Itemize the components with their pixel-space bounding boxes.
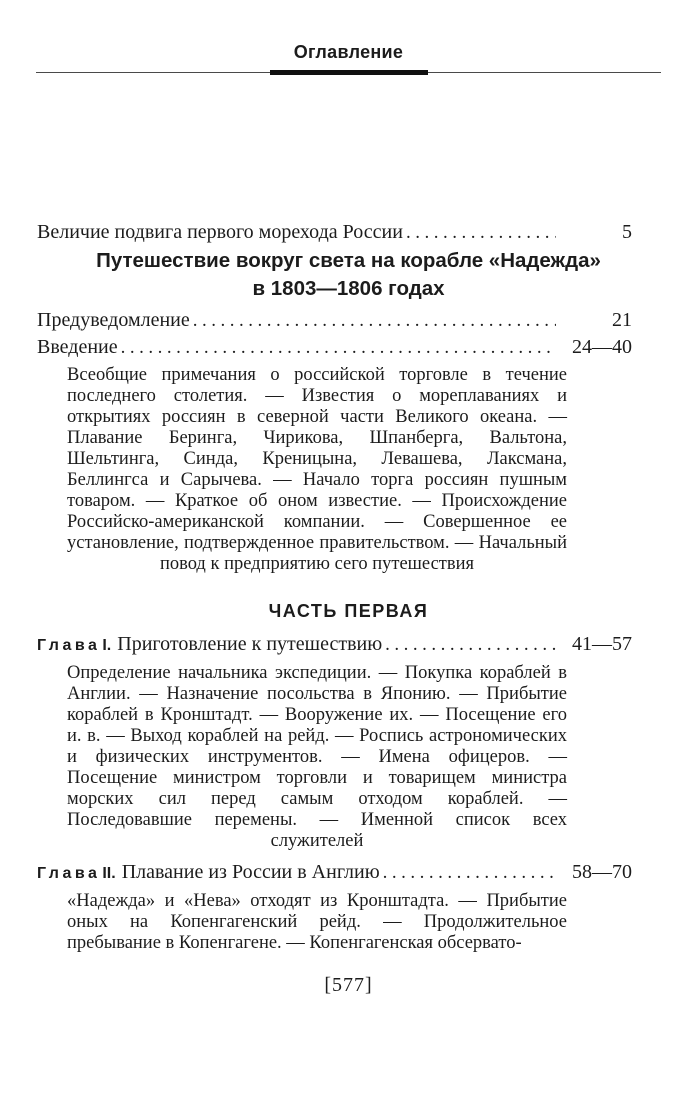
toc-entry xyxy=(37,334,660,361)
entry-pages: 41—57 xyxy=(572,633,632,655)
chapter-numeral: I. xyxy=(102,637,112,654)
chapter-annotation: «Надежда» и «Нева» отходят из Кронштадта. — Прибытие оных на Копенгагенский рейд. — Продолжительное пребывание в Копенгагене. — Копенгагенская обсервато- xyxy=(67,891,567,953)
chapter-label: Глава xyxy=(37,637,101,654)
page-header-title: Оглавление xyxy=(293,42,404,62)
dot-leader xyxy=(121,334,556,361)
section-annotation: Всеобщие примечания о российской торговле в течение последнего столетия. — Известия о мореплаваниях и открытиях россиян в северной части Великого океана. — Плавание Беринга, Чирикова, Шпанберга, Вальтона, Шельтинга, Синда, Креницына, Левашева, Лаксмана, Беллингса и Сарычева. — Начало торга россиян пушным товаром. — Краткое об оном известие. — Происхождение Российско-американской компании. — Совершенное ее установление, подтвержденное правительством. — Начальный повод к предприятию сего путешествия xyxy=(67,365,567,574)
toc-entry-chapter xyxy=(37,859,660,887)
dot-leader xyxy=(383,859,556,886)
book-title-line2: в 1803—1806 годах xyxy=(252,276,445,300)
toc-entry xyxy=(37,307,660,334)
footer-page-number: [577] xyxy=(324,974,373,996)
entry-title: Введение xyxy=(37,336,118,358)
entry-title: Предуведомление xyxy=(37,309,190,331)
book-title-line1: Путешествие вокруг света на корабле «Надежда» xyxy=(96,249,601,272)
book-title-heading xyxy=(37,247,660,302)
entry-pages: 21 xyxy=(612,309,632,331)
dot-leader xyxy=(406,219,556,246)
toc-entry xyxy=(37,219,660,246)
chapter-annotation: Определение начальника экспедиции. — Покупка кораблей в Англии. — Назначение посольства в Японию. — Прибытие кораблей в Кронштадт. — Вооружение их. — Посещение его и. в. — Выход кораблей на рейд. — Роспись астрономических и физических инструментов. — Имена офицеров. — Посещение министром торговли и товарищем министра морских сил перед самым отходом кораблей. — Последовавшие перемены. — Именной список всех служителей xyxy=(67,663,567,851)
dot-leader xyxy=(193,307,556,334)
toc-entry-chapter xyxy=(37,631,660,659)
header-rule-accent xyxy=(270,70,428,75)
chapter-title: Плавание из России в Англию xyxy=(121,861,380,883)
entry-title: Величие подвига первого морехода России xyxy=(37,221,403,243)
chapter-numeral: II. xyxy=(102,865,116,882)
chapter-label: Глава xyxy=(37,865,101,882)
header-rule xyxy=(36,72,661,73)
chapter-title: Приготовление к путешествию xyxy=(117,633,383,655)
dot-leader xyxy=(385,631,556,658)
entry-pages: 24—40 xyxy=(572,336,632,358)
entry-pages: 58—70 xyxy=(572,861,632,883)
part-heading: ЧАСТЬ ПЕРВАЯ xyxy=(268,601,429,621)
table-of-contents xyxy=(37,219,660,954)
entry-pages: 5 xyxy=(622,221,632,243)
